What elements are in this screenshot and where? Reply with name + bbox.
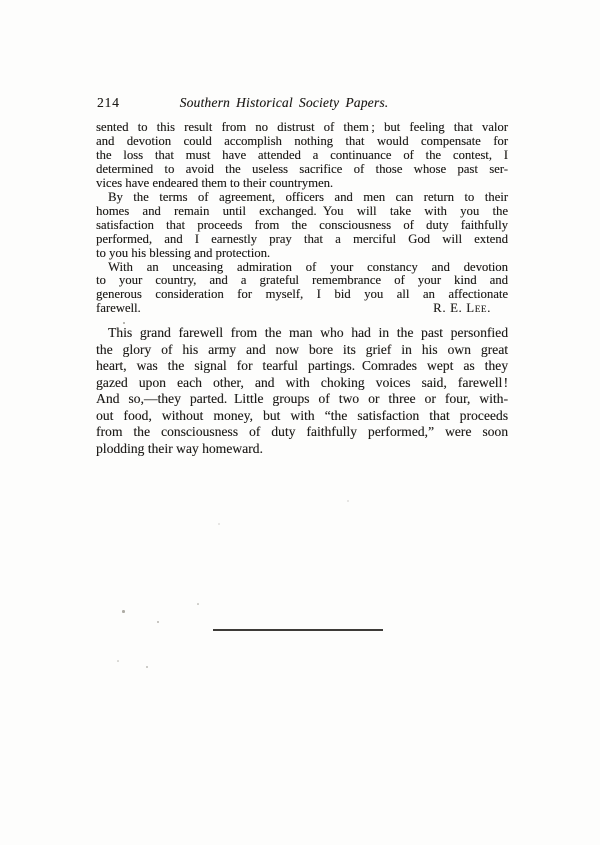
text-line: the glory of his army and now bore its grief in his own great	[96, 341, 508, 357]
text-line: sented to this result from no distrust of them ; but feeling that valor	[96, 120, 508, 134]
page-number: 214	[97, 95, 120, 110]
paragraph-letter-farewell	[96, 261, 508, 303]
page-header	[96, 94, 508, 111]
paragraph-narrative	[96, 325, 508, 457]
text-line: the loss that must have attended a continuance of the contest, I	[96, 147, 508, 162]
text-line: out food, without money, but with “the satisfaction that proceeds	[96, 407, 508, 423]
scan-speck	[218, 523, 220, 525]
scan-speck	[122, 610, 125, 613]
text-line: determined to avoid the useless sacrifice of those whose past ser-	[96, 161, 508, 176]
scan-speck	[157, 621, 159, 623]
text-line: generous consideration for myself, I bid you all an affectionate	[96, 287, 508, 302]
text-line: heart, was the signal for tearful partings. Comrades wept as they	[96, 358, 508, 374]
scan-speck	[117, 660, 119, 662]
text-line: performed, and I earnestly pray that a merciful God will extend	[96, 231, 508, 246]
paragraph-letter-continuation	[96, 121, 508, 191]
text-line: and devotion could accomplish nothing that would compensate for	[96, 133, 508, 148]
section-divider-rule	[213, 629, 383, 631]
text-line: to you his blessing and protection.	[96, 245, 271, 260]
scan-speck	[146, 666, 148, 668]
scan-speck	[123, 322, 125, 324]
letter-signature-line	[96, 302, 508, 316]
paragraph-letter-terms	[96, 191, 508, 261]
running-title: Southern Historical Society Papers.	[179, 95, 389, 110]
text-line: vices have endeared them to their countrymen.	[96, 175, 334, 190]
text-line: plodding their way homeward.	[96, 440, 263, 456]
text-line: gazed upon each other, and with choking voices said, farewell !	[96, 374, 508, 390]
text-line: By the terms of agreement, officers and men can return to their	[108, 189, 508, 204]
text-line: With an unceasing admiration of your constancy and devotion	[108, 259, 508, 274]
text-line: satisfaction that proceeds from the consciousness of duty faithfully	[96, 217, 508, 232]
page-body	[96, 121, 508, 457]
scan-speck	[347, 500, 349, 502]
signature-name: R. E. Lee.	[433, 301, 491, 316]
scan-speck	[197, 603, 199, 605]
text-line: homes and remain until exchanged. You will take with you the	[96, 203, 508, 218]
letter-closing-word: farewell.	[96, 301, 141, 316]
text-line: And so,—they parted. Little groups of two or three or four, with-	[96, 391, 508, 407]
text-line: to your country, and a grateful remembrance of your kind and	[96, 273, 508, 288]
text-line: This grand farewell from the man who had in the past personfied	[108, 325, 508, 341]
text-line: from the consciousness of duty faithfully performed,” were soon	[96, 424, 508, 440]
